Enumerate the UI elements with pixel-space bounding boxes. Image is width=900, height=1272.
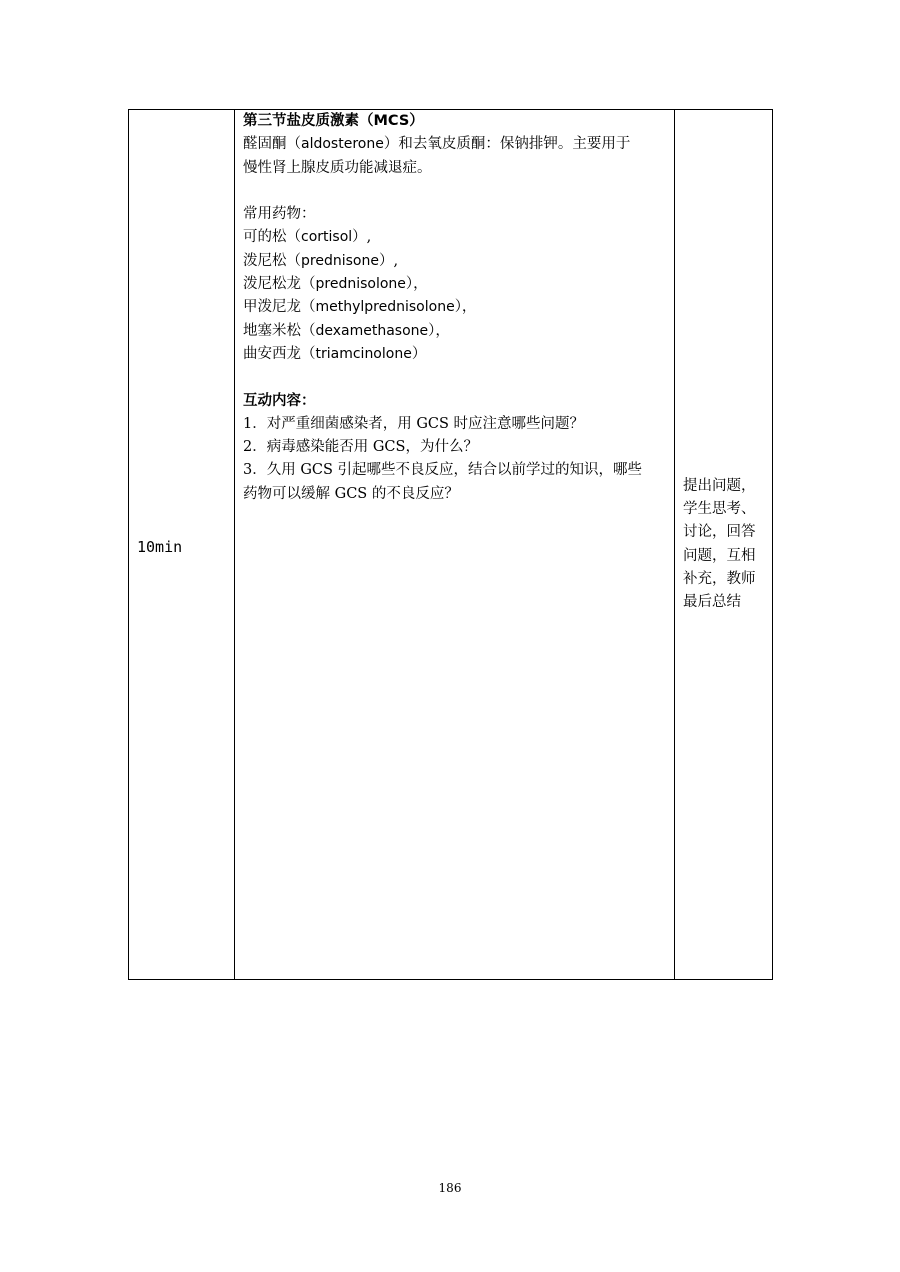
notes-line: 问题，互相 [683,547,756,564]
notes-line: 提出问题， [683,477,756,494]
page-number: 186 [438,1181,462,1195]
drug-item: 甲泼尼龙（methylprednisolone）， [243,299,477,316]
interaction-label: 互动内容： [243,392,316,409]
question-item: 1．对严重细菌感染者，用 GCS 时应注意哪些问题？ [243,415,585,432]
time-value: 10min [137,537,183,556]
notes-line: 最后总结 [683,594,741,611]
question-item: 3．久用 GCS 引起哪些不良反应，结合以前学过的知识，哪些 [243,462,643,479]
notes-line: 补充，教师 [683,570,756,587]
notes-line: 学生思考、 [683,500,756,517]
content-line: 醛固酮（aldosterone）和去氧皮质酮：保钠排钾。主要用于 [243,136,631,153]
notes-text [683,475,756,615]
drugs-label: 常用药物： [243,206,316,223]
drug-item: 泼尼松（prednisone）, [243,252,399,269]
drug-item: 泼尼松龙（prednisolone）， [243,276,428,293]
lesson-table [128,109,773,980]
notes-cell [675,110,772,979]
content-cell [235,110,674,979]
time-cell [129,110,234,979]
question-item-continuation: 药物可以缓解 GCS 的不良反应？ [243,485,459,502]
question-item: 2．病毒感染能否用 GCS，为什么？ [243,439,478,456]
drug-item: 地塞米松（dexamethasone）， [243,322,450,339]
drug-item: 曲安西龙（triamcinolone） [243,345,427,362]
section-heading: 第三节盐皮质激素（MCS） [243,113,424,129]
notes-line: 讨论，回答 [683,524,756,541]
content-line: 慢性肾上腺皮质功能减退症。 [243,159,432,176]
drug-item: 可的松（cortisol）, [243,229,372,246]
